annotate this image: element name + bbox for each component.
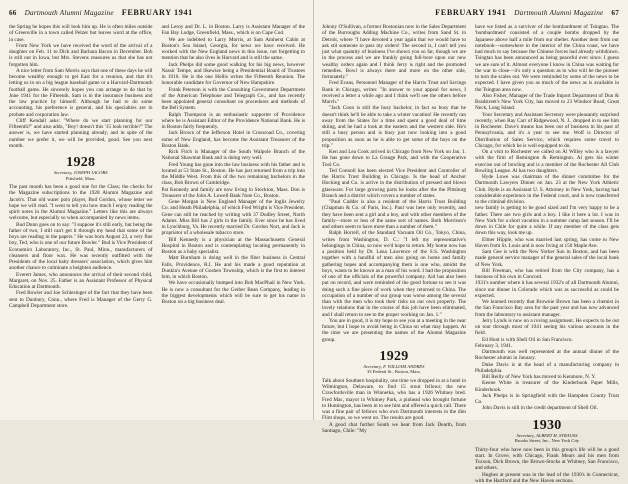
class-secretary: Secretary, ALBERT H. STRAUSS xyxy=(516,432,578,438)
paragraph: Bill Reilly of New York has moved to Kenmore, N. Y. xyxy=(482,374,596,380)
paragraph: Bill Kennedy is a physician at the Massachusetts General Hospital in Boston and is contemplating locating permanently in Boston as a baby specialist. xyxy=(161,236,305,255)
left-columns xyxy=(9,24,305,418)
paragraph: Cliff Kendall asks: "Where do we start planning for our Fifteenth?" and also adds, "Boy! doesn't this '15 look terrible?" The answer is, we have started planning already, and in spite of the number we prefer it, we will be provided, good. See you next month. xyxy=(9,117,153,149)
paragraph: Your Secretary and Assistant Secretary were pleasantly surprised recently, when Ray Carr of Ridgewood, N. J., dropped in to see him in Rochester. Dave's means has been out of business in his past of Pennsylvania, and it's a year to see me. Wolf is Director of Distribution of Sales Service, which requires some travel to Chicago, for which he is well equipped to do. xyxy=(475,111,619,149)
paragraph: Jack Phelps is in Springfield with the Hampden County Trust Co. xyxy=(475,392,619,405)
class-secretary-address: 33 Federal St., Boston, Mass. xyxy=(366,369,422,375)
paragraph: Dartmouth was well represented at the annual dinner of the Rochester alumni in January. xyxy=(475,349,619,362)
paragraph: Jack Brown of the Jefferson Hotel in Crossroad Co., covering some of New England, has become the Assistant Treasurer of the Boston Bank. xyxy=(161,130,305,149)
paragraph: Ralph Thompson is an enthusiastic supporter of Providence where he is Assistant Editor of the Providence National Bank. He is in Boston fairly frequently. xyxy=(161,111,305,130)
left-running-head xyxy=(9,8,305,20)
paragraph: A nice letter from Sam Morris says that one of these days he will become wealthy enough to get East for a reunion, and that it's letting us in on a big league baseball game or a Harvard-Dartmouth football game. He sincerely hopes you can arrange to do that by June 1941 for the Fifteenth. Sam is in the insurance business and the law practice by himself. Although he had to do some accounting, his preference is general, and his specialties are in probate and corporation law. xyxy=(9,67,153,118)
paragraph: Hyde Lowe was chairman of the dinner committee for the Dartmouth Lawyers Dinner on Jan. 23 at the New York Athletic Club. Hyde is an Assistant U. S. Attorney in New York, having had considerable experience in the Federal court, and is now transferred to the criminal division. xyxy=(475,174,619,205)
paragraph: the Spring he hopes this will look him up. He is often miles outside of Greenville in a town called Pelzer but leaves word at the office, in case. xyxy=(9,24,153,43)
left-column-1 xyxy=(9,24,153,418)
class-year-heading: 1930 xyxy=(532,417,562,433)
paragraph: Everett James, who announces the arrival of their second child, Margaret, on Nov. 25. Father is an Assistant Professor of Physical Education at Dartmouth. xyxy=(9,271,153,291)
paragraph: 1931's number where it has several 1932's of all Dartmouth Alumni, since our dinner in Colorado which was as successful as could be expected. xyxy=(475,280,619,299)
paragraph: Fred Young has gone into the law business with his father and is located at 53 State St., Boston. He has just returned from a trip into the Middle West. From this of the two remaining bachelors in the class, Bob Brown of Cambridge. xyxy=(161,161,305,187)
page-number: 66 xyxy=(9,9,17,17)
paragraph: John Davis is still in the credit department of Shell Oil. xyxy=(482,405,598,412)
paragraph: Thirty-four who have now been in this group's life will be a good start. In Grove, with Chicago, Frank Mears and his men from Tucson, Dick Brown, the Brown-Stocks at Whitney, San Francisco, and others. xyxy=(475,446,619,472)
paragraph: From New York we have received the word of the arrival of a daughter on Feb. 11 to Dick and Barbara Bacon in December. Bob is still out in Iowa, but Mrs. Stevens reassures us that she has not forgotten him. xyxy=(9,42,153,68)
paragraph: Gene Morgan is New England Manager of the Inglis Jewelry Co. and Heath Philadelphia, of which Fred Wright is Vice President. Gene can still be reached by writing with 37 Dudley Street, North Adams. Miss Bill has 2 girls in the family. Ever since he has lived in Lynchburg, Va. He recently married Dr. Gordon Nort, and Jack is proprietor of a wholesale tobacco store. xyxy=(161,199,305,237)
class-secretary-address: Brooks Street, Inc., New York City xyxy=(514,438,580,444)
paragraph: Talk about Southern hospitality, one time we dropped in at a hotel in Wilmington, Delaware, to find 15 stout fellows; the new Crawfordsville man in Winnetka, who has a 1926 Whitney bred. Fred Mac, mayor in Whitney Park, a pinhead who brought fortune to Huntington, has been in to see him and offered a quick call. There was a fine pair of fellows who own Dartmouth interests in the dim Flint shops, so we went on. The results are good. xyxy=(322,377,466,422)
class-year-heading: 1928 xyxy=(66,155,96,170)
paragraph: Bill Freeman, who has retired from the City company, has a business of his own in Concord. xyxy=(475,267,619,280)
paragraph: Elmer Hipple, who was married last spring, has come to New Haven from St. Louis and is now living at 150 Maple Ave. xyxy=(475,236,619,249)
paragraph: Bud Dunn goes on to say: "I suppose it's still early, but being the father of two, I still can't get it through my head that some of the boys are reading in the papers." He was born August 23, a very fine boy, Ted, who is one of our future Bowler." Bud is Vice President of Economics Laboratory, Inc., St. Paul, Minn., manufacturers of cleansers and floor wax. He was recently outfitted with the Presidents of the local baby dressers' association, which gives him another chance to culminate a heighten audience. xyxy=(9,221,153,272)
paragraph: We are indebted to Larry Morris, at Sam Amherst Cabin at Boston's Sea Island, Georgia, for news we have received. He worked with the New England news in this issue, not forgetting to mention that he also lives in Harvard and is still the same. xyxy=(161,36,305,62)
right-column-1 xyxy=(322,24,466,434)
paragraph: Sam Gee is with the New Yorker Sun in Boston, and has been made general service manager of the general sales of the local bank of New York. xyxy=(475,249,619,268)
paragraph: You are in good, it is my hope to see you at a meeting in the near future, but I hope to avoid being in China on what may happen. At the time we are presenting the names of the Alumni Magazine group. xyxy=(322,317,466,343)
paragraph: We have occasionally bumped into Bob MacPhail in New York. He is now a consultant for the Gerber Bean Company, leading in the biggest developments which will be sure to get his name in Boston on a big business deal. xyxy=(161,280,305,305)
paragraph: Johnny O'Sullivan, a former Bostonian now in the Sales Department of the Burroughs Adding Machine Co., writes from Sand St. in Detroit, where "I have devoted a year again that we would have to ask stil someone to pass my orders! The second is, I can't tell you just what quantity of business I've shown you so far, though we are in the process and we are frankly going full-bore upon our new wealthy orders again and I think Jerry is right and the promoted remedies. Bowl is always there and more on the other side, fortunately." xyxy=(322,24,466,80)
paragraph: Jack Phelps did some good walking for his big news, however Nassir Tempe, and likewise being a Presidential Board of Trustees in 1916. He is the one Hollis writes the Fifteenth Reunion. The honorable candidate for Governor of New Hampshire. xyxy=(161,61,305,87)
paragraph: On a visit to Rochester we called on Al Willey who is a lawyer with the firm of Remington & Remington. Al gets his winter exercise out of bowling and is a member of the Rochester All Club Bowling League. Al has two daughters. xyxy=(475,149,619,174)
paragraph: Hughes at present was in the lead of the 1930's in Connecticut, with the Hartford and the New Haven sections. xyxy=(475,471,619,484)
paragraph: Duke Davis is at the head of a manufacturing company in Philadelphia. xyxy=(475,361,619,374)
issue-date: FEBRUARY 1941 xyxy=(435,8,507,17)
paragraph: "Jack Coon is still the busy bachelor, in fact so busy that he doesn't think he'll be able to take a winter vacation! He recently ran away from the States for a time and spent a good deal of time skiing, and he had a look at the eastern and the western side. He's still a busy person and is busy just now looking into a good proposition as soon as he is able to get some of the boys on the trip." xyxy=(322,105,466,149)
paragraph: February 3, 1941. xyxy=(475,342,513,349)
right-columns xyxy=(322,24,619,484)
paragraph: Matt Burnham is doing well in the fiber business in Central Falls, Providence, R.I. He and his made a good reputation at Dunkin's Avenue of Goshen Township, which is the first to interest him, in which Boston. xyxy=(161,255,305,280)
paragraph: Ted Connoll has been elected Vice President and Controller of the Harris Trust Building in Chicago. Is the head of Anchor Hocking and Co. is active in the distribution of pressed and blown glassware. For large growing parts he looks after the the Pittsburg Branch and a district which covers a number of states. xyxy=(322,167,466,199)
paragraph: We learned recently that Brownie Brown has been a chemist in the San Francisco Bay area for the past year and has now advanced from the laboratory to assistant manager. xyxy=(475,299,619,318)
paragraph: Ralph Horrell, of the Standard Vacuum Oil Co., Tokyo, China, writes from Washington, D. C.: "I left my representative's belongings in China, so now we'd hope to return. My home now has a position held by Dr. Lena Lawrence of the S.S. Washington together with a handful of men also going on home and family gathering hopes and accompanying them is one who, amidst the boys, wants to be known as a man of his word. I had the proposition of one of the officials of the powerful company. Aid has also been put on record, and were reminded of the good fortune to see it was doing such a fine piece of work when they returned to China. The occupation of a number of our group was worse among the several than with the men who took their risks on our own property. The lovely relations that in the course of this job have been eliminated, and I shall return to see to the proper working on Jan. 1." xyxy=(322,230,466,318)
paragraph: The past month has been a good one for the Class; the checks for the Magazine subscriptions to the 1928 Alumni Magazine and Jacob's. That old water polo player, Bud Gordon, whose letter we hope we will read. "I went to tell you how much I enjoy reading the spirit notes in the Alumni Magazine." Letters like this are always welcome, but especially so when accompanied by news items. xyxy=(9,184,153,222)
paragraph: and Leroy and Dr. L. in Boston. Larry is Assistant Manager of the Fan Bay Lodge, Greenfield, Mass., which is on Cape Cod. xyxy=(161,24,305,37)
paragraph: Frank Peterson is with the Consulting Government Department of the American Telephone and Telegraph Co., and has recently been appointed general consultant on procedures and methods of the Bell System. xyxy=(161,86,305,112)
paragraph: Pat Kennedy and family are now living in Stockton, Mass. Don is Treasurer of the John A. Lowell Bank Note Co., Boston. xyxy=(161,186,305,199)
paragraph: A good chat further South we hear from Jack Dearth, from Santiago, Chile: "My xyxy=(322,421,466,434)
left-column-2 xyxy=(162,24,306,418)
paragraph: Fred Evans, Personnel Manager of the Harris Trust and Savings Bank in Chicago, writes: "In answer to your appeal for news, I received a letter a while ago and I think we'll see the others before March." xyxy=(322,80,466,105)
class-secretary: Secretary, JOSEPH JACOBS xyxy=(53,170,108,175)
right-page xyxy=(314,0,628,484)
paragraph: Fred Bowler and Joe Schlesinger of the fact that they have been sent to Dunbury, Conn., where Fred is Manager of the Gerry G. Campbell Department store. xyxy=(9,290,153,309)
paragraph: Jerry Lynds is now on a roving assignment. He expects to be out on tour through most of 1941 seeing his various accounts in the field. xyxy=(475,317,619,337)
class-secretary: Secretary, F. WILLIAM ANDRES xyxy=(363,363,425,369)
class-year-heading: 1929 xyxy=(379,348,409,364)
right-running-head xyxy=(322,8,619,20)
paragraph: "Paul Cadder is also a resident of the Harris Trust Building (Chapman & Co. of Paris, Inc.). Paul was here only recently, and they have been sent a girl and a boy, and with other members of the family—more or less of the same sort of names. Both Morrison's and others seem to have more than a number of them." xyxy=(322,199,466,230)
paragraph: Keene White is treasurer of the Kinderhook Paper Mills, Kinderhook. xyxy=(475,380,619,393)
magazine-title: Dartmouth Alumni Magazine xyxy=(24,9,114,17)
paragraph: Rick Fitch is Manager of the South Walpole Branch of the National Shawmut Bank and is doing very well. xyxy=(161,149,305,162)
page-number: 67 xyxy=(611,9,619,17)
magazine-title: Dartmouth Alumni Magazine xyxy=(514,9,604,17)
paragraph: Also Fisher, Manager of the Trade Import Department of Dun & Bradstreet's New York City, has moved to 23 Windsor Road, Great Neck, Long Island. xyxy=(475,92,619,112)
paragraph: Ed Hunt is with Shell Oil in San Francisco. xyxy=(482,336,573,343)
issue-date: FEBRUARY 1941 xyxy=(121,8,193,17)
paragraph: new family is getting to be good sized and I'm very happy to be a father. There are two girls and a boy. I like it here a lot. I was in New York for a short vacation in a summer camp last season. I'll be down in Chile for quite a while. If any member of the class gets down this way, look me up. xyxy=(475,205,619,237)
left-page xyxy=(0,0,314,420)
paragraph: have we listed as a survivor of the bombardment of Tsingtao. The 'bombardment' consisted of a couple bombs dropped by the Japanese above half a mile from our shelter. Another item from our notebook—somewhere in the interior of the China coast, we have had much to say because the Chinese forces had already withdrawn. Tsingtao has been announced as being peaceful ever since. I guess we are sure of it. Almost everyone I know in China was waiting for the war to close—it's only a question as to who will be the pioneer to turn the scales out. We were reminded by some of the news to be expected. I have given you as much of the news as is available in the Tsingtao area now. xyxy=(475,24,619,93)
right-column-2 xyxy=(475,24,619,484)
paragraph: Ken and Lea Cook arrived in Chicago from New York on Jan. 1. He has gone down to La Grange Park, and with the Cooperative Tool Co. xyxy=(322,149,466,168)
class-secretary-address: Pittsfield, Mass. xyxy=(65,175,96,181)
